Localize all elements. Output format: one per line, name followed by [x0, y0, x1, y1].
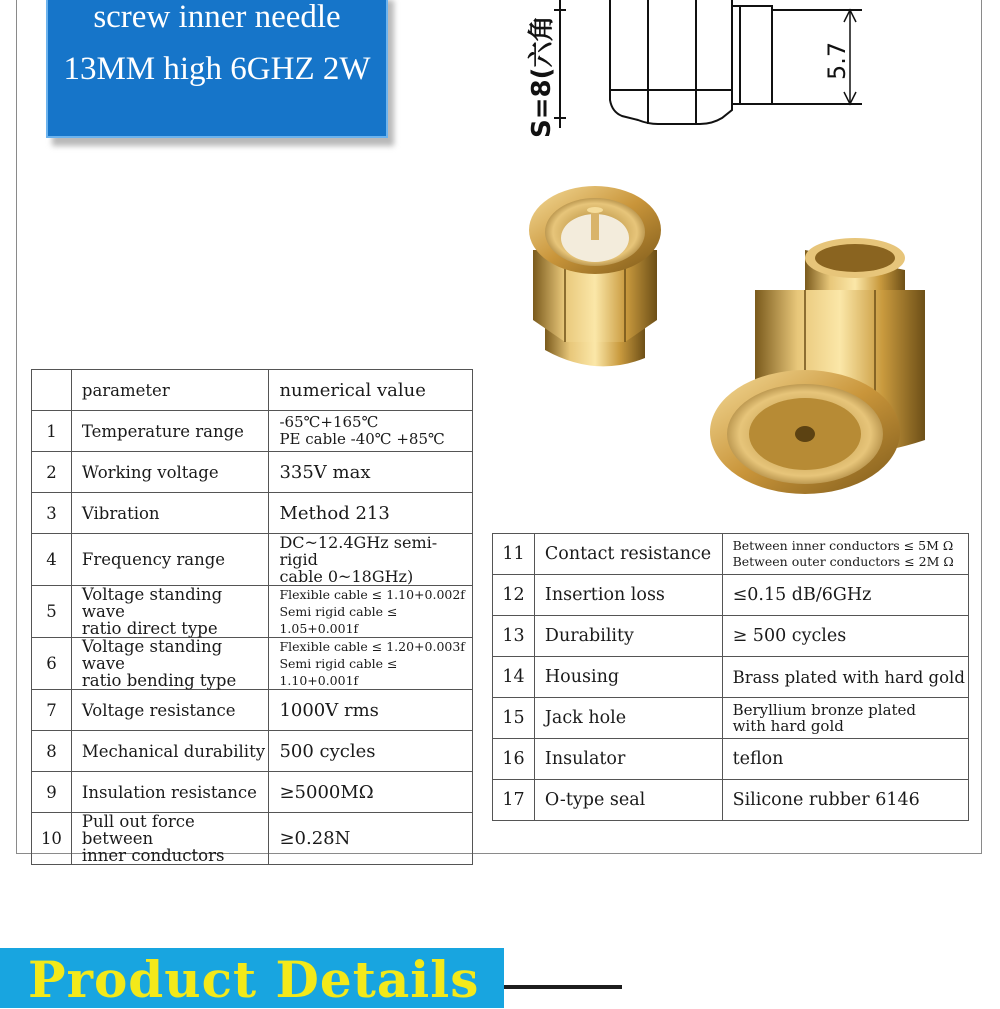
row-number: 16 [493, 739, 535, 780]
row-value-line-1: Flexible cable ≤ 1.10+0.002f [279, 587, 465, 602]
table-row [32, 731, 473, 772]
table-row [32, 534, 473, 586]
row-value-line-2: with hard gold [732, 717, 844, 735]
row-value-line-1: Between inner conductors ≤ 5M Ω [732, 538, 954, 553]
row-parameter: Durability [534, 616, 722, 657]
row-number: 7 [32, 690, 72, 731]
row-parameter [71, 638, 269, 690]
row-number: 10 [32, 813, 72, 865]
row-value: Silicone rubber 6146 [722, 780, 968, 821]
row-number: 17 [493, 780, 535, 821]
row-parameter: Mechanical durability [71, 731, 269, 772]
banner-line-2: 13MM high 6GHZ 2W [63, 51, 371, 87]
row-parameter-line-2: ratio direct type [81, 619, 218, 638]
row-value: ≥ 500 cycles [722, 616, 968, 657]
row-parameter [71, 586, 269, 638]
row-value: ≥5000MΩ [269, 772, 473, 813]
hex-size-label: S=8(六角 [527, 15, 557, 138]
hex-nut-outline [610, 0, 732, 124]
header-value-cell: numerical value [269, 370, 473, 411]
row-number: 15 [493, 698, 535, 739]
row-number: 6 [32, 638, 72, 690]
table-header-row [32, 370, 473, 411]
row-parameter: Insulation resistance [71, 772, 269, 813]
row-value-line-2: Between outer conductors ≤ 2M Ω [732, 554, 954, 569]
row-value [269, 586, 473, 638]
row-number: 13 [493, 616, 535, 657]
row-parameter: Frequency range [71, 534, 269, 586]
row-parameter: O-type seal [534, 780, 722, 821]
row-value: teflon [722, 739, 968, 780]
table-row [493, 657, 969, 698]
row-value: 335V max [269, 452, 473, 493]
row-value [722, 698, 968, 739]
spec-table-right [492, 533, 969, 821]
title-banner [46, 0, 388, 138]
connector-tilted [710, 238, 925, 494]
row-number: 2 [32, 452, 72, 493]
header-num-cell [32, 370, 72, 411]
row-number: 4 [32, 534, 72, 586]
banner-line-1: screw inner needle [93, 0, 341, 35]
row-value: ≤0.15 dB/6GHz [722, 575, 968, 616]
row-value-line-1: -65℃+165℃ [279, 413, 379, 431]
row-value: Method 213 [269, 493, 473, 534]
row-value-line-1: DC~12.4GHz semi-rigid [279, 533, 438, 569]
row-value [722, 534, 968, 575]
row-parameter: Vibration [71, 493, 269, 534]
row-value: 500 cycles [269, 731, 473, 772]
row-value-line-1: Flexible cable ≤ 1.20+0.003f [279, 639, 465, 654]
table-row [32, 586, 473, 638]
table-row [32, 452, 473, 493]
connector-photo [505, 170, 945, 510]
row-value [269, 534, 473, 586]
table-row [493, 698, 969, 739]
row-value-line-2: Semi rigid cable ≤ 1.10+0.001f [279, 656, 398, 688]
table-row [493, 739, 969, 780]
row-value: 1000V rms [269, 690, 473, 731]
row-number: 12 [493, 575, 535, 616]
table-row [493, 534, 969, 575]
table-row [493, 780, 969, 821]
row-number: 5 [32, 586, 72, 638]
product-details-heading: Product Details [28, 950, 480, 1009]
table-row [32, 772, 473, 813]
row-parameter: Contact resistance [534, 534, 722, 575]
row-parameter-line-1: Voltage standing wave [81, 585, 223, 621]
row-number: 3 [32, 493, 72, 534]
row-number: 1 [32, 411, 72, 452]
row-parameter: Insulator [534, 739, 722, 780]
row-value-line-2: PE cable -40℃ +85℃ [279, 430, 445, 448]
sleeve-outline [732, 6, 772, 104]
row-parameter-line-2: ratio bending type [81, 671, 237, 690]
row-parameter: Housing [534, 657, 722, 698]
table-row [32, 493, 473, 534]
heading-underline [504, 985, 622, 989]
row-value [269, 411, 473, 452]
row-parameter: Working voltage [71, 452, 269, 493]
table-row [32, 813, 473, 865]
row-number: 9 [32, 772, 72, 813]
row-number: 8 [32, 731, 72, 772]
row-parameter-line-1: Pull out force between [81, 812, 195, 848]
row-parameter: Insertion loss [534, 575, 722, 616]
table-row [32, 690, 473, 731]
dimension-label: 5.7 [823, 41, 851, 80]
row-value-line-1: Beryllium bronze plated [732, 701, 917, 719]
header-param-cell: parameter [71, 370, 269, 411]
row-parameter-line-2: inner conductors [81, 846, 225, 865]
spec-table-left [31, 369, 473, 865]
table-row [493, 616, 969, 657]
row-parameter: Jack hole [534, 698, 722, 739]
row-value: ≥0.28N [269, 813, 473, 865]
row-parameter-line-1: Voltage standing wave [81, 637, 223, 673]
technical-drawing [500, 0, 880, 150]
row-parameter: Temperature range [71, 411, 269, 452]
row-number: 11 [493, 534, 535, 575]
row-value: Brass plated with hard gold [722, 657, 968, 698]
row-parameter [71, 813, 269, 865]
row-value [269, 638, 473, 690]
table-row [32, 411, 473, 452]
row-value-line-2: cable 0~18GHz) [279, 567, 414, 586]
table-row [493, 575, 969, 616]
row-number: 14 [493, 657, 535, 698]
connector-upright [529, 186, 661, 366]
table-row [32, 638, 473, 690]
row-value-line-2: Semi rigid cable ≤ 1.05+0.001f [279, 604, 398, 636]
row-parameter: Voltage resistance [71, 690, 269, 731]
